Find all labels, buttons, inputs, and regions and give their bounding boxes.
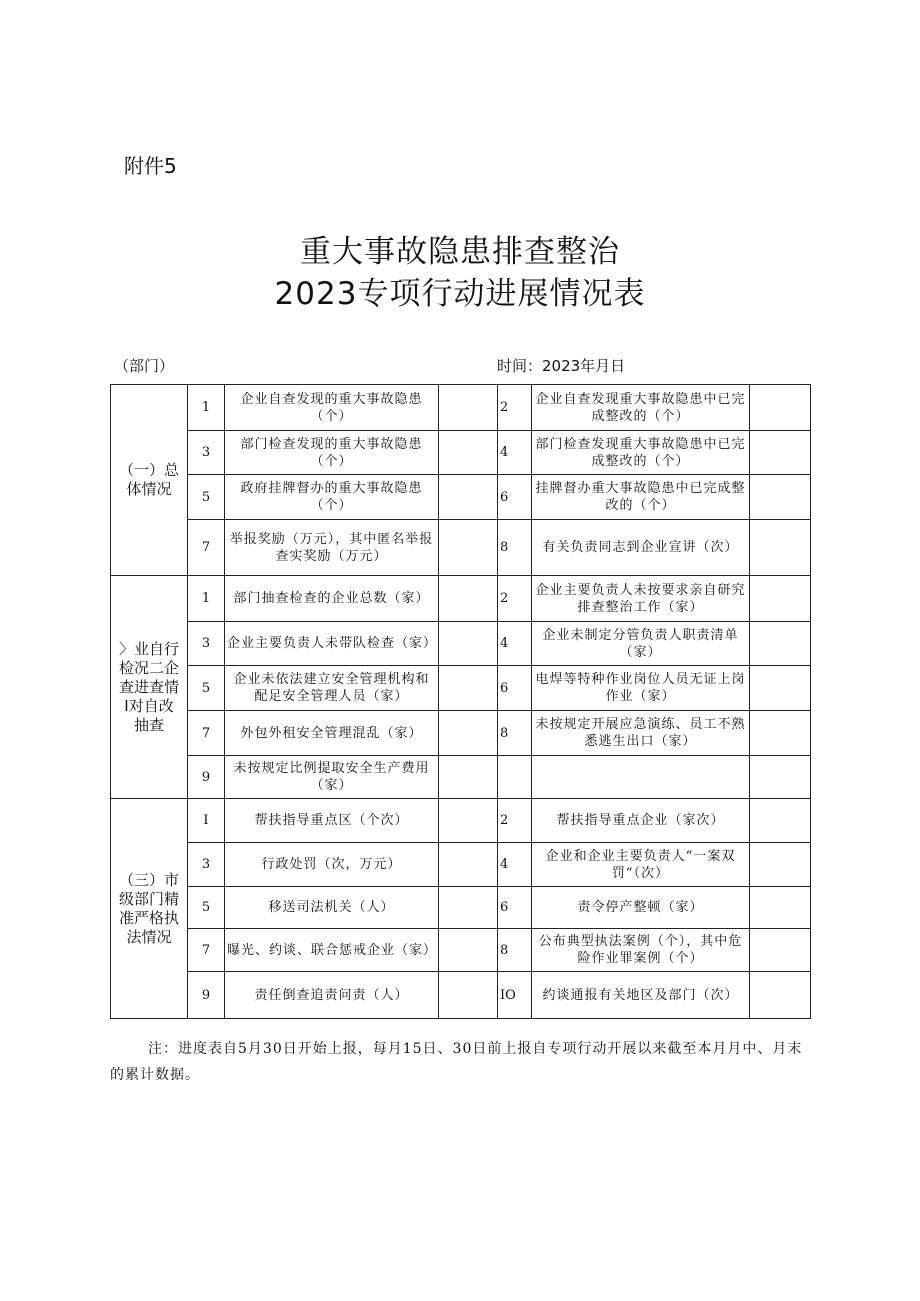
row-label: 责令停产整顿（家） — [532, 887, 750, 929]
row-label: 举报奖励（万元），其中匿名举报查实奖励（万元） — [225, 520, 439, 576]
section-title: （一）总体情况 — [111, 385, 188, 576]
row-number: 3 — [188, 843, 225, 887]
row-label: 企业自查发现重大事故隐患中已完成整改的（个） — [532, 385, 750, 431]
table-row — [111, 385, 811, 431]
value-cell — [750, 666, 811, 711]
row-number: 7 — [188, 711, 225, 756]
value-cell — [750, 576, 811, 622]
row-number: 7 — [188, 520, 225, 576]
row-number: 2 — [498, 799, 532, 843]
row-number: 8 — [498, 520, 532, 576]
row-label: 行政处罚（次，万元） — [225, 843, 439, 887]
value-cell — [750, 622, 811, 666]
value-cell — [750, 711, 811, 756]
table-row — [111, 929, 811, 972]
row-label: 约谈通报有关地区及部门（次） — [532, 972, 750, 1019]
row-number: IO — [498, 972, 532, 1019]
row-label: 企业未制定分管负责人职责清单（家） — [532, 622, 750, 666]
time-label: 时间：2023年月日 — [497, 357, 626, 375]
row-label: 企业自查发现的重大事故隐患（个） — [225, 385, 439, 431]
row-label: 部门抽查检查的企业总数（家） — [225, 576, 439, 622]
table-row — [111, 799, 811, 843]
value-cell — [439, 843, 498, 887]
row-number: 2 — [498, 385, 532, 431]
row-label — [532, 756, 750, 799]
table-row — [111, 475, 811, 520]
value-cell — [750, 929, 811, 972]
page-title-line1: 重大事故隐患排查整治 — [300, 234, 620, 270]
value-cell — [750, 972, 811, 1019]
row-label: 帮扶指导重点企业（家次） — [532, 799, 750, 843]
table-row — [111, 887, 811, 929]
table-row — [111, 972, 811, 1019]
page-title-line2: 2023专项行动进展情况表 — [274, 276, 646, 312]
row-number: 9 — [188, 972, 225, 1019]
value-cell — [439, 385, 498, 431]
value-cell — [439, 431, 498, 475]
row-label: 帮扶指导重点区（个次） — [225, 799, 439, 843]
row-label: 企业未依法建立安全管理机构和配足安全管理人员（家） — [225, 666, 439, 711]
section-title: 〉业自行检况二企查进查情 I对自改抽查 — [111, 576, 188, 799]
row-number: 4 — [498, 622, 532, 666]
value-cell — [750, 520, 811, 576]
value-cell — [439, 666, 498, 711]
row-label: 企业和企业主要负责人“一案双罚”（次） — [532, 843, 750, 887]
table-row — [111, 576, 811, 622]
value-cell — [439, 711, 498, 756]
value-cell — [439, 929, 498, 972]
value-cell — [439, 520, 498, 576]
table-row — [111, 756, 811, 799]
row-number: 4 — [498, 843, 532, 887]
section-title: （三）市级部门精准严格执法情况 — [111, 799, 188, 1019]
value-cell — [439, 756, 498, 799]
row-number: 5 — [188, 887, 225, 929]
row-number: 6 — [498, 887, 532, 929]
row-label: 责任倒查追责问责（人） — [225, 972, 439, 1019]
row-label: 部门检查发现重大事故隐患中已完成整改的（个） — [532, 431, 750, 475]
value-cell — [750, 843, 811, 887]
value-cell — [750, 475, 811, 520]
value-cell — [439, 972, 498, 1019]
row-number: 3 — [188, 622, 225, 666]
row-number: 8 — [498, 711, 532, 756]
row-label: 电焊等特种作业岗位人员无证上岗作业（家） — [532, 666, 750, 711]
table-row — [111, 431, 811, 475]
row-label: 企业主要负责人未按要求亲自研究排查整治工作（家） — [532, 576, 750, 622]
row-number: 8 — [498, 929, 532, 972]
attachment-label: 附件5 — [124, 154, 177, 178]
row-number: 6 — [498, 666, 532, 711]
row-number — [498, 756, 532, 799]
table-row — [111, 666, 811, 711]
row-number: 4 — [498, 431, 532, 475]
row-label: 挂牌督办重大事故隐患中已完成整改的（个） — [532, 475, 750, 520]
row-number: 7 — [188, 929, 225, 972]
row-number: 1 — [188, 576, 225, 622]
row-label: 外包外租安全管理混乱（家） — [225, 711, 439, 756]
row-label: 未按规定比例提取安全生产费用（家） — [225, 756, 439, 799]
value-cell — [750, 431, 811, 475]
value-cell — [439, 799, 498, 843]
value-cell — [439, 475, 498, 520]
table-row — [111, 520, 811, 576]
table-row — [111, 711, 811, 756]
table-row — [111, 622, 811, 666]
row-number: 2 — [498, 576, 532, 622]
row-label: 政府挂牌督办的重大事故隐患（个） — [225, 475, 439, 520]
row-number: 5 — [188, 475, 225, 520]
row-label: 移送司法机关（人） — [225, 887, 439, 929]
row-label: 部门检查发现的重大事故隐患（个） — [225, 431, 439, 475]
row-number: 1 — [188, 385, 225, 431]
row-number: 9 — [188, 756, 225, 799]
value-cell — [750, 799, 811, 843]
row-number: 3 — [188, 431, 225, 475]
row-label: 企业主要负责人未带队检查（家） — [225, 622, 439, 666]
row-label: 曝光、约谈、联合惩戒企业（家） — [225, 929, 439, 972]
value-cell — [439, 576, 498, 622]
note: 注：进度表自5月30日开始上报，每月15日、30日前上报自专项行动开展以来截至本月月中、月末的累计数据。 — [110, 1041, 803, 1083]
row-label: 有关负责同志到企业宣讲（次） — [532, 520, 750, 576]
row-label: 公布典型执法案例（个），其中危险作业罪案例（个） — [532, 929, 750, 972]
row-label: 未按规定开展应急演练、员工不熟悉逃生出口（家） — [532, 711, 750, 756]
progress-table — [110, 384, 811, 1019]
value-cell — [439, 887, 498, 929]
row-number: 5 — [188, 666, 225, 711]
dept-label: （部门） — [114, 357, 175, 375]
table-row — [111, 843, 811, 887]
value-cell — [750, 756, 811, 799]
value-cell — [750, 887, 811, 929]
value-cell — [439, 622, 498, 666]
row-number: 6 — [498, 475, 532, 520]
row-number: I — [188, 799, 225, 843]
value-cell — [750, 385, 811, 431]
